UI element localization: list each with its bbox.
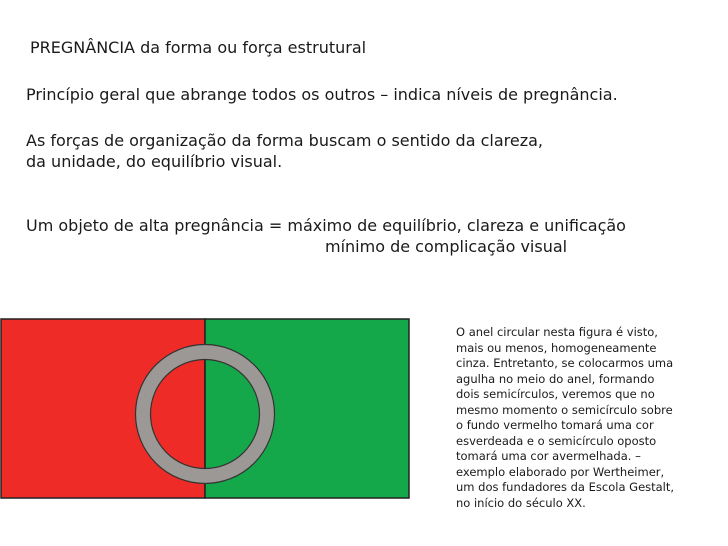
caption-line: o fundo vermelho tomará uma cor xyxy=(456,418,654,432)
caption-line: O anel circular nesta figura é visto, xyxy=(456,325,658,339)
object-text-line-2: mínimo de complicação visual xyxy=(325,237,568,256)
figure-caption xyxy=(456,325,706,511)
caption-line: esverdeada e o semicírculo oposto xyxy=(456,433,657,448)
caption-line: mais ou menos, homogeneamente xyxy=(456,340,657,355)
gestalt-ring-figure xyxy=(0,318,412,500)
forces-text-line-2: da unidade, do equilíbrio visual. xyxy=(26,152,283,171)
caption-line: um dos fundadores da Escola Gestalt, xyxy=(456,480,675,494)
caption-line: cinza. Entretanto, se colocarmos uma xyxy=(456,356,674,370)
forces-text-line-1: As forças de organização da forma buscam o sentido da clareza, xyxy=(26,131,543,150)
principle-text: Princípio geral que abrange todos os outros – indica níveis de pregnância. xyxy=(26,85,618,104)
caption-line: mesmo momento o semicírculo sobre xyxy=(456,402,673,417)
caption-line: dois semicírculos, veremos que no xyxy=(456,387,655,401)
caption-line: tomará uma cor avermelhada. – xyxy=(456,449,641,463)
caption-line: agulha no meio do anel, formando xyxy=(456,371,655,386)
caption-line: no início do século XX. xyxy=(456,495,586,510)
caption-line: exemplo elaborado por Wertheimer, xyxy=(456,464,665,479)
object-text-line-1: Um objeto de alta pregnância = máximo de equilíbrio, clareza e unificação xyxy=(26,216,626,235)
slide-title: PREGNÂNCIA da forma ou força estrutural xyxy=(30,38,367,57)
